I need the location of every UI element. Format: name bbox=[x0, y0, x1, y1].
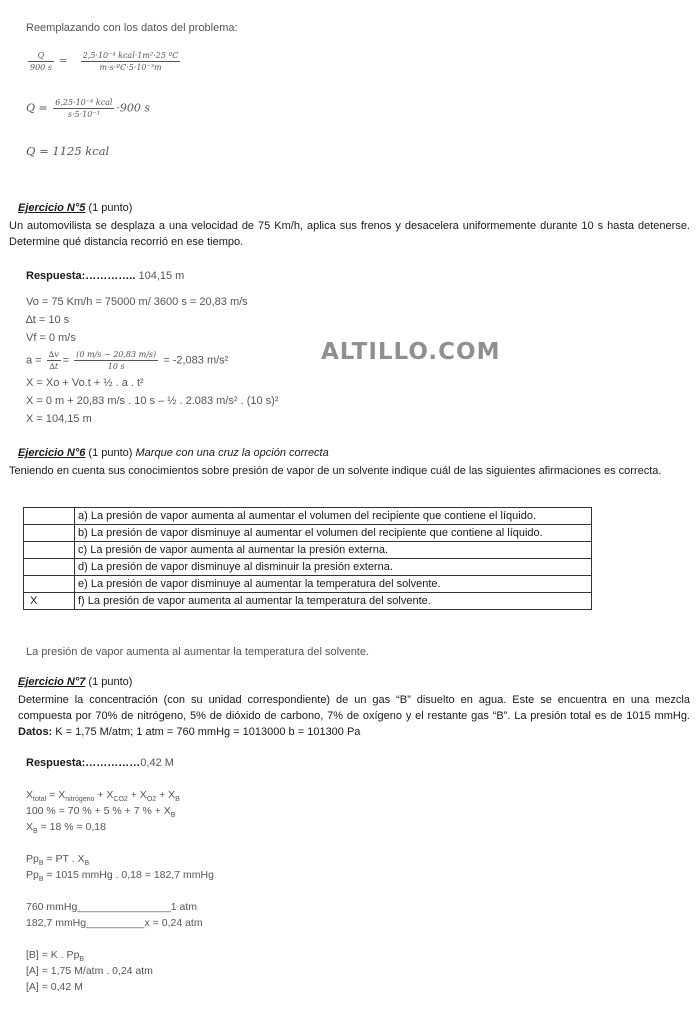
ex5-accel-result: = -2,083 m/s² bbox=[163, 354, 229, 367]
ex7-answer-label: Respuesta: bbox=[26, 757, 86, 769]
ex6-instruction: Marque con una cruz la opción correcta bbox=[135, 447, 329, 459]
ex5-line-7: X = 104,15 m bbox=[26, 413, 92, 425]
ex5-line-1: Vo = 75 Km/h = 75000 m/ 3600 s = 20,83 m/s bbox=[26, 296, 248, 308]
ex6-title: Ejercicio N°6 bbox=[18, 447, 86, 459]
option-row[interactable] bbox=[24, 576, 592, 593]
option-text: b) La presión de vapor disminuye al aumentar el volumen del recipiente que contiene al líquido. bbox=[75, 525, 592, 542]
ex5-line-3: Vf = 0 m/s bbox=[26, 332, 76, 344]
ex5-line-5: X = Xo + Vo.t + ½ . a . t² bbox=[26, 377, 144, 389]
x-symbol: X bbox=[168, 789, 176, 801]
ex7-conc-3: [A] = 0,42 M bbox=[26, 981, 83, 993]
option-mark[interactable]: X bbox=[24, 593, 75, 610]
sub-o2: O2 bbox=[146, 796, 157, 804]
option-mark[interactable] bbox=[24, 525, 75, 542]
formula-3: Q = 1125 kcal bbox=[26, 144, 110, 158]
options-table bbox=[23, 507, 592, 610]
sub-b: B bbox=[79, 956, 85, 964]
ex5-heading bbox=[18, 202, 132, 214]
formula-2-den: s·5·10⁻³ bbox=[67, 110, 100, 119]
ex7-datos-label: Datos: bbox=[18, 726, 53, 738]
sub-b: B bbox=[38, 860, 44, 868]
sub-b: B bbox=[170, 812, 176, 820]
intro-text: Reemplazando con los datos del problema: bbox=[26, 22, 238, 34]
ex6-statement: Teniendo en cuenta sus conocimientos sobre presión de vapor de un solvente indique cuál de las siguientes afirmaciones es correcta. bbox=[9, 465, 662, 477]
xb-value: = 18 % = 0,18 bbox=[37, 821, 106, 833]
sub-total: total bbox=[33, 796, 47, 804]
ex6-heading bbox=[18, 447, 329, 459]
ex7-percent-line bbox=[26, 805, 175, 819]
ex5-accel-frac2-num: (0 m/s − 20,83 m/s) bbox=[76, 350, 157, 359]
ex5-line-6: X = 0 m + 20,83 m/s . 10 s – ½ . 2.083 m/s² . (10 s)² bbox=[26, 395, 279, 407]
ex7-title: Ejercicio N°7 bbox=[18, 676, 86, 688]
ex7-conc-1 bbox=[26, 949, 84, 963]
ex7-ppb-line-2 bbox=[26, 869, 214, 883]
formula-1-rhs-den: m·s·ºC·5·10⁻³m bbox=[99, 63, 162, 72]
pp-symbol: Pp bbox=[26, 853, 39, 865]
x-symbol: X bbox=[58, 789, 66, 801]
formula-2-lhs: Q = bbox=[26, 101, 48, 115]
ex7-xb-line bbox=[26, 821, 106, 835]
ex5-accel-frac1-num: ∆v bbox=[48, 350, 59, 359]
ppb-value: = 1015 mmHg . 0,18 = 182,7 mmHg bbox=[43, 869, 214, 881]
formula-2 bbox=[26, 97, 150, 120]
option-text: f) La presión de vapor aumenta al aumentar la temperatura del solvente. bbox=[75, 593, 592, 610]
sub-nitrogeno: nitrógeno bbox=[65, 796, 95, 804]
formula-1-lhs-num: Q bbox=[28, 50, 54, 62]
formula-2-tail: ·900 s bbox=[116, 101, 151, 115]
option-text: a) La presión de vapor aumenta al aumentar el volumen del recipiente que contiene el líquido. bbox=[75, 508, 592, 525]
ex7-answer-value: 0,42 M bbox=[140, 757, 174, 769]
ex5-accel-frac2-den: 10 s bbox=[107, 362, 125, 371]
pp-symbol: Pp bbox=[26, 869, 39, 881]
ex7-conc-2: [A] = 1,75 M/atm . 0,24 atm bbox=[26, 965, 153, 977]
percent-sum: 100 % = 70 % + 5 % + 7 % + X bbox=[26, 805, 171, 817]
x-symbol: X bbox=[26, 821, 34, 833]
option-text: d) La presión de vapor disminuye al disminuir la presión externa. bbox=[75, 559, 592, 576]
option-row[interactable] bbox=[24, 508, 592, 525]
option-mark[interactable] bbox=[24, 508, 75, 525]
ex7-answer-dots: …………… bbox=[85, 757, 141, 769]
option-row[interactable] bbox=[24, 559, 592, 576]
sub-b: B bbox=[84, 860, 90, 868]
ex5-line-2: ∆t = 10 s bbox=[26, 314, 70, 326]
pt-x: = PT . X bbox=[43, 853, 85, 865]
option-mark[interactable] bbox=[24, 576, 75, 593]
x-symbol: X bbox=[139, 789, 147, 801]
formula-2-num: 6,25·10⁻⁴ kcal bbox=[55, 98, 113, 107]
ex7-points: (1 punto) bbox=[85, 676, 133, 688]
ex5-accel-line: a = $\frac{\Delta v}{\Delta t}$ = $\frac{(0 m/s - 20,83 m/s)}{10 s}$ = -2,083 m/s² bbox=[26, 350, 229, 371]
ex5-statement: Un automovilista se desplaza a una velocidad de 75 Km/h, aplica sus frenos y desacelera uniformemente durante 10 s hasta detenerse. Determine qué distancia recorrió en ese tiempo. bbox=[9, 220, 690, 248]
ex6-answer: La presión de vapor aumenta al aumentar la temperatura del solvente. bbox=[26, 646, 370, 658]
ex5-answer-value: 104,15 m bbox=[135, 270, 185, 282]
formula-1: $\frac{Q}{900 s}$ = $\frac{\text{2,5·10⁻⁴ kcal·1m²·25 ºC}}{\text{m·s·ºC·5·10⁻³m}}$ bbox=[30, 51, 179, 72]
ex5-answer-label: Respuesta: bbox=[26, 270, 86, 282]
option-mark[interactable] bbox=[24, 559, 75, 576]
watermark: ALTILLO.COM bbox=[321, 339, 501, 365]
option-row[interactable] bbox=[24, 525, 592, 542]
sub-b: B bbox=[175, 796, 180, 804]
ex5-accel-prefix: a = bbox=[26, 354, 42, 367]
ex7-rule-2: 182,7 mmHg__________x = 0,24 atm bbox=[26, 917, 203, 929]
x-symbol: X bbox=[106, 789, 114, 801]
option-text: c) La presión de vapor aumenta al aumentar la presión externa. bbox=[75, 542, 592, 559]
ex7-text: Determine la concentración (con su unidad correspondiente) de un gas “B” disuelto en agua. Este se encuentra en una mezcla compuesta por 70% de nitrógeno, 5% de dióxido de carbono, 7% de oxígeno y el restante gas “B”. La presión total es de 1015 mmHg. bbox=[18, 694, 690, 722]
sub-b: B bbox=[33, 828, 38, 836]
ex5-points: (1 punto) bbox=[85, 202, 133, 214]
ex7-datos-text: K = 1,75 M/atm; 1 atm = 760 mmHg = 1013000 b = 101300 Pa bbox=[52, 726, 361, 738]
option-row[interactable] bbox=[24, 542, 592, 559]
ex7-statement bbox=[18, 692, 690, 740]
formula-1-rhs-num: 2,5·10⁻⁴ kcal·1m²·25 ºC bbox=[82, 51, 179, 60]
ex7-answer bbox=[26, 757, 174, 769]
ex5-answer-dots: ………….. bbox=[85, 270, 136, 282]
henry-law: [B] = K . Pp bbox=[26, 949, 80, 961]
sub-b: B bbox=[38, 876, 44, 884]
ex5-answer bbox=[26, 270, 184, 282]
formula-1-lhs-den: 900 s bbox=[30, 63, 52, 72]
ex6-points: (1 punto) bbox=[85, 447, 136, 459]
option-mark[interactable] bbox=[24, 542, 75, 559]
ex7-heading bbox=[18, 676, 132, 688]
ex5-title: Ejercicio N°5 bbox=[18, 202, 86, 214]
ex7-ppb-line-1 bbox=[26, 853, 89, 867]
sub-co2: CO2 bbox=[113, 796, 128, 804]
ex7-rule-1: 760 mmHg________________1 atm bbox=[26, 901, 198, 913]
option-text: e) La presión de vapor disminuye al aumentar la temperatura del solvente. bbox=[75, 576, 592, 593]
option-row[interactable] bbox=[24, 593, 592, 610]
ex5-accel-frac1-den: ∆t bbox=[49, 362, 59, 371]
x-symbol: X bbox=[26, 789, 34, 801]
ex7-xtotal-line: $X_{total} = X_{nitrógeno} + X_{CO2} + X_{O2} + X_B$ bbox=[26, 789, 180, 804]
